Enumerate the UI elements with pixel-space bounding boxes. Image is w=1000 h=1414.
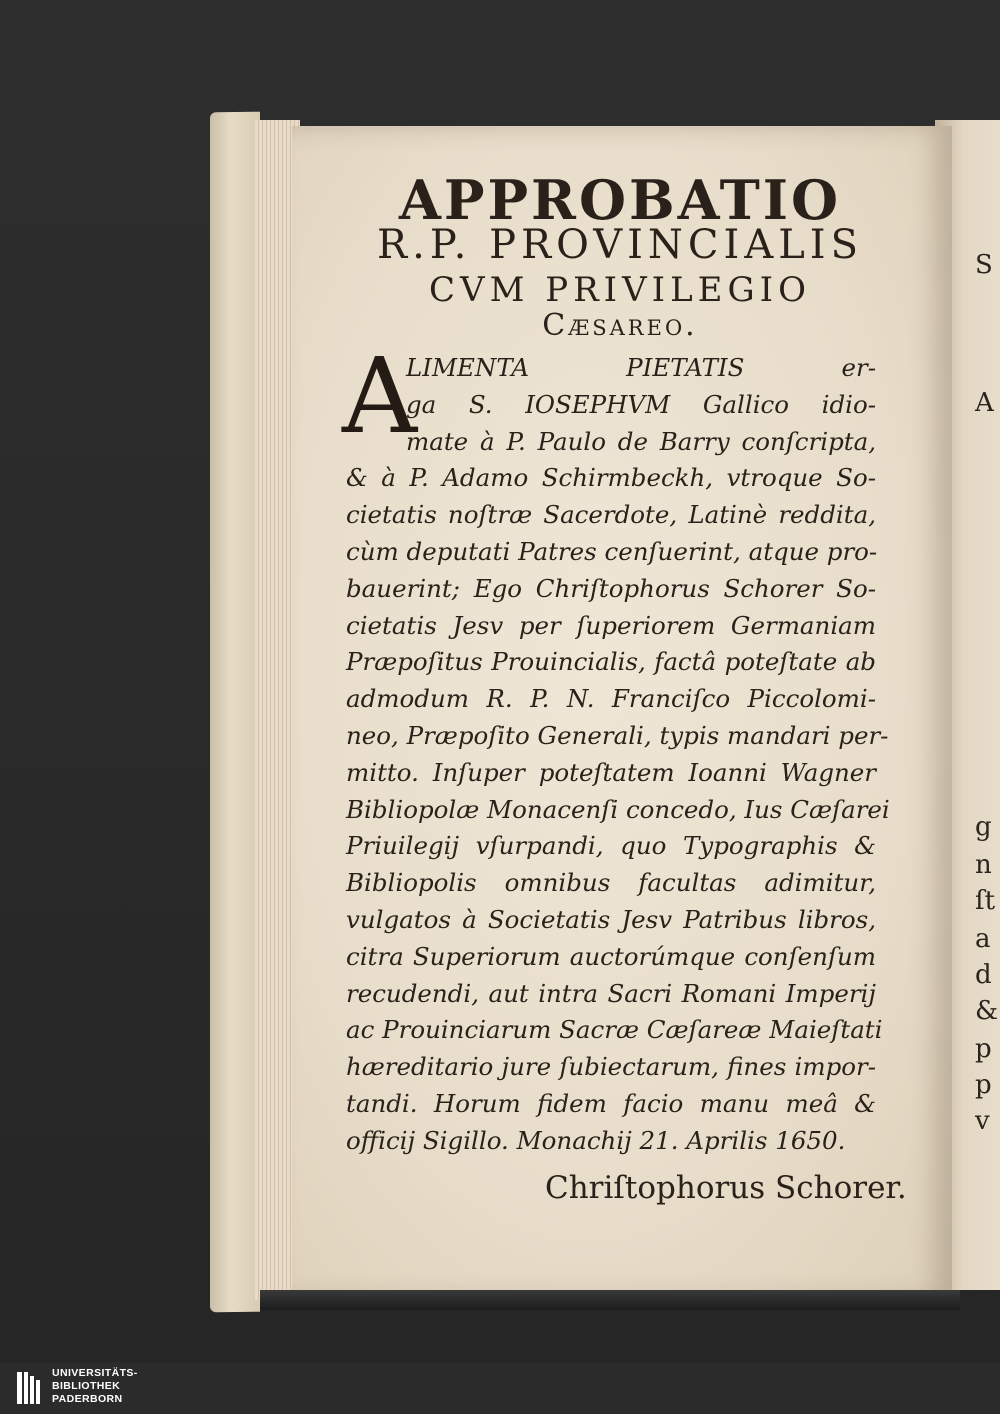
drop-cap: A <box>342 335 418 457</box>
text-line: citra Superiorum auctorúmque conſenſum <box>346 941 876 971</box>
library-name-line-3: PADERBORN <box>52 1393 123 1405</box>
facing-page-fragment: n <box>975 850 992 880</box>
text-line: mitto. Inſuper poteſtatem Ioanni Wagner <box>346 757 876 787</box>
text-line: Præpoſitus Prouincialis, factâ poteſtate ab <box>346 647 876 677</box>
text-line: ga S. IOSEPHVM Gallico idio- <box>406 389 876 419</box>
library-logo-icon <box>16 1370 42 1406</box>
text-line: cietatis Jesv per ſuperiorem Germaniam <box>346 610 876 640</box>
facing-page-fragment: g <box>975 812 992 842</box>
page-title: APPROBATIO <box>398 168 842 232</box>
text-line: tandi. Horum fidem facio manu meâ & <box>346 1088 876 1118</box>
library-footer <box>0 1362 1000 1414</box>
heading-line-2: R.P. PROVINCIALIS <box>377 222 863 268</box>
book-cover-edge <box>210 112 260 1313</box>
facing-page-fragment: A <box>975 388 994 418</box>
facing-page-fragment: p <box>975 1034 992 1064</box>
text-line: ac Prouinciarum Sacræ Cæſareæ Maieſtati <box>346 1015 883 1045</box>
text-line: cùm deputati Patres cenſuerint, atque pro- <box>346 536 878 566</box>
heading-line-3: CVM PRIVILEGIO <box>429 270 811 310</box>
text-line: hæreditario jure ſubiectarum, fines impor- <box>346 1052 876 1082</box>
page-bottom-shadow <box>260 1290 960 1310</box>
text-line: vulgatos à Societatis Jesv Patribus libros, <box>346 904 876 934</box>
facing-page-fragment: & <box>975 996 999 1026</box>
text-line: LIMENTA PIETATIS er- <box>406 353 876 382</box>
text-line: cietatis noſtræ Sacerdote, Latinè reddita, <box>346 500 876 530</box>
text-line: Priuilegij vſurpandi, quo Typographis & <box>346 831 876 861</box>
text-line: officij Sigillo. Monachij 21. Aprilis 1650. <box>346 1125 846 1155</box>
text-line: & à P. Adamo Schirmbeckh, vtroque So- <box>346 463 876 493</box>
text-line: recudendi, aut intra Sacri Romani Imperij <box>346 978 876 1008</box>
facing-page-fragment: a <box>975 924 991 954</box>
library-name-line-2: BIBLIOTHEK <box>52 1380 121 1392</box>
text-line: mate à P. Paulo de Barry conſcripta, <box>406 426 876 456</box>
text-line: admodum R. P. N. Franciſco Piccolomi- <box>346 684 876 714</box>
approbation-text <box>346 350 890 1160</box>
facing-page-fragment: S <box>975 250 993 280</box>
facing-page-fragment: p <box>975 1070 992 1100</box>
text-line: neo, Præpoſito Generali, typis mandari per- <box>346 720 889 750</box>
text-line: bauerint; Ego Chriſtophorus Schorer So- <box>346 573 876 603</box>
text-line: Bibliopolis omnibus facultas adimitur, <box>346 868 876 898</box>
facing-page-fragment: v <box>975 1106 990 1136</box>
signature: Chriſtophorus Schorer. <box>545 1170 907 1206</box>
heading-line-4: Cæsareo. <box>542 308 698 343</box>
facing-page-fragment: d <box>975 960 992 990</box>
library-name-line-1: UNIVERSITÄTS- <box>52 1367 138 1379</box>
library-name <box>52 1367 138 1406</box>
facing-page-fragment: ſt <box>975 886 996 916</box>
text-line: Bibliopolæ Monacenſi concedo, Ius Cæſarei <box>346 794 890 824</box>
